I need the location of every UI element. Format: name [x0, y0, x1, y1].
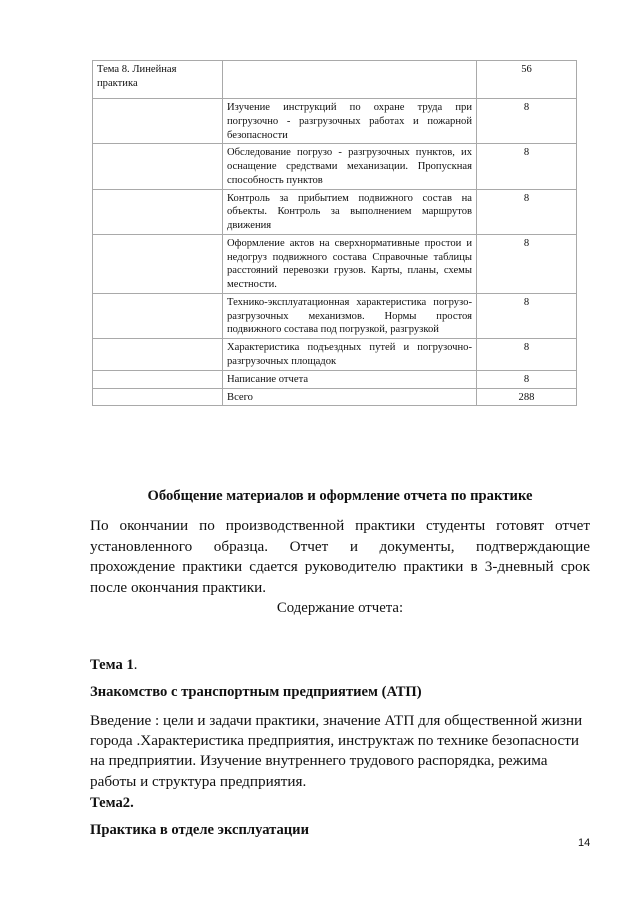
- empty-cell: [93, 234, 223, 293]
- hours-cell: 56: [477, 61, 577, 99]
- hours-cell: 8: [477, 293, 577, 338]
- empty-cell: [93, 388, 223, 406]
- page-number: 14: [578, 837, 591, 849]
- intro-line: работы и структура предприятия.: [90, 772, 307, 790]
- content-cell: Написание отчета: [223, 370, 477, 388]
- hours-cell: 8: [477, 339, 577, 371]
- empty-cell: [223, 61, 477, 99]
- practice-topics-table: [92, 60, 577, 406]
- topic-1-label-dot: .: [133, 657, 138, 673]
- content-cell: Характеристика подъездных путей и погрузочно-разгрузочных площадок: [223, 339, 477, 371]
- topic-2-label: Тема2.: [90, 795, 134, 811]
- table-row-total: [93, 388, 577, 406]
- empty-cell: [93, 99, 223, 144]
- intro-line: Введение : цели и задачи практики, значение АТП для общественной жизни: [90, 712, 583, 729]
- hours-cell: 8: [477, 144, 577, 189]
- table-row: [93, 99, 577, 144]
- content-cell: Контроль за прибытием подвижного состав на объекты. Контроль за выполнением маршрутов движения: [223, 189, 477, 234]
- intro-line: на предприятии. Изучение внутреннего трудового распорядка, режима: [90, 752, 548, 770]
- topic-1-title: Знакомство с транспортным предприятием (АТП): [90, 684, 422, 700]
- empty-cell: [93, 339, 223, 371]
- table-row-topic-8: [93, 61, 577, 99]
- empty-cell: [93, 293, 223, 338]
- table-row: [93, 234, 577, 293]
- report-contents-subtitle: Содержание отчета:: [276, 600, 404, 616]
- empty-cell: [93, 189, 223, 234]
- topic-2-title: Практика в отделе эксплуатации: [90, 822, 309, 838]
- hours-cell: 8: [477, 234, 577, 293]
- table-row: [93, 189, 577, 234]
- topic-1-label-text: Тема 1: [90, 657, 134, 673]
- section-paragraph: По окончании по производственной практики студенты готовят отчет установленного образца. Отчет и документы, подтверждающие прохождение практики сдается руководителю практики в 3-дневный срок после окончания практики.: [90, 517, 590, 596]
- topic-1-label: [90, 657, 137, 674]
- topic-cell: Тема 8. Линейная практика: [93, 61, 223, 99]
- empty-cell: [93, 370, 223, 388]
- topic-1-intro: [90, 711, 595, 792]
- intro-line: города .Характеристика предприятия, инструктаж по технике безопасности: [90, 732, 580, 750]
- total-hours-cell: 288: [477, 388, 577, 406]
- content-cell: Оформление актов на сверхнормативные простои и недогруз подвижного состава Справочные таблицы расстояний перевозки грузов. Карты, планы, схемы местности.: [223, 234, 477, 293]
- hours-cell: 8: [477, 99, 577, 144]
- table-row: [93, 293, 577, 338]
- content-cell: Обследование погрузо - разгрузочных пунктов, их оснащение средствами механизации. Пропускная способность пунктов: [223, 144, 477, 189]
- section-heading: Обобщение материалов и оформление отчета по практике: [147, 488, 533, 504]
- hours-cell: 8: [477, 189, 577, 234]
- table-row: [93, 144, 577, 189]
- table-row: [93, 339, 577, 371]
- table-row: [93, 370, 577, 388]
- content-cell: Изучение инструкций по охране труда при погрузочно - разгрузочных работах и пожарной безопасности: [223, 99, 477, 144]
- content-cell: Технико-эксплуатационная характеристика погрузо-разгрузочных механизмов. Нормы простоя подвижного состава под погрузкой, разгрузкой: [223, 293, 477, 338]
- hours-cell: 8: [477, 370, 577, 388]
- total-label-cell: Всего: [223, 388, 477, 406]
- empty-cell: [93, 144, 223, 189]
